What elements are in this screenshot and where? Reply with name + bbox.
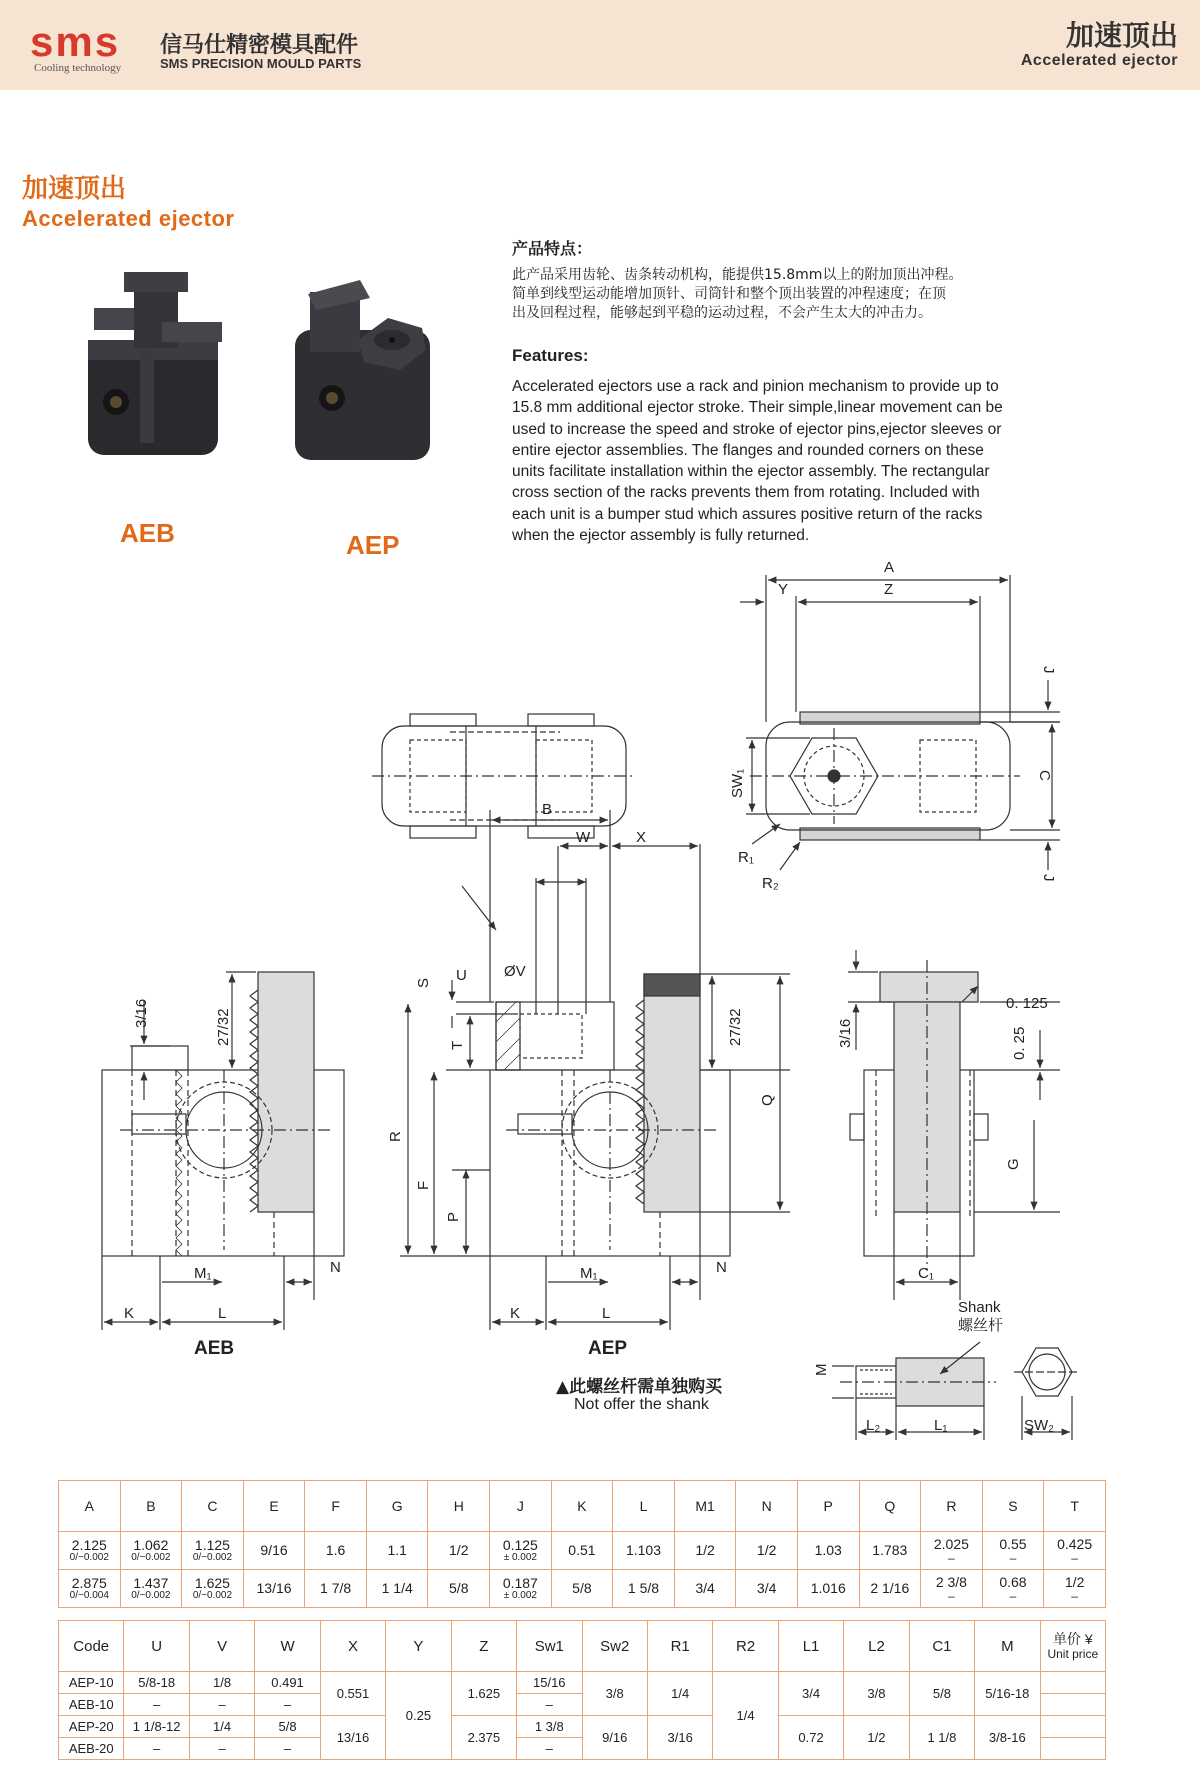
cell-value: 2 1/16 xyxy=(870,1580,910,1596)
table-header-cell: F xyxy=(305,1481,367,1532)
table-header-cell: M1 xyxy=(674,1481,736,1532)
dim-label-aep-q: Q xyxy=(759,1094,776,1106)
table-cell: – xyxy=(124,1738,189,1760)
cell-value: 1.016 xyxy=(810,1580,846,1596)
spec-table-codes xyxy=(58,1620,1106,1760)
logo-subtitle: Cooling technology xyxy=(34,62,122,74)
cell-value: 0.425 xyxy=(1057,1536,1093,1552)
table-cell: 9/16 xyxy=(582,1716,647,1760)
cell-tolerance: 0/−0.002 xyxy=(131,1552,171,1563)
dim-label-r1: R₁ xyxy=(738,849,754,866)
spec-table-dimensions xyxy=(58,1480,1106,1608)
unit-price-cell xyxy=(1040,1694,1105,1716)
table-header-cell: M xyxy=(975,1621,1040,1672)
unit-price-cell xyxy=(1040,1672,1105,1694)
table-cell: – xyxy=(517,1738,582,1760)
dim-label-aep-r: R xyxy=(387,1131,404,1142)
cell-dash: – xyxy=(1071,1551,1078,1565)
table-header-cell: L2 xyxy=(844,1621,909,1672)
table-header-row xyxy=(59,1481,1106,1532)
cell-value: 2.875 xyxy=(71,1575,107,1591)
dim-label-aep-x: X xyxy=(636,829,647,846)
brand-name-en: SMS PRECISION MOULD PARTS xyxy=(160,56,362,71)
table-header-cell: Sw1 xyxy=(517,1621,582,1672)
table-header-cell: U xyxy=(124,1621,189,1672)
table-header-cell: T xyxy=(1044,1481,1106,1532)
table-header-row xyxy=(59,1621,1106,1672)
table-cell: 1 1/8-12 xyxy=(124,1716,189,1738)
cell-value: 5/8 xyxy=(572,1580,592,1596)
table-row xyxy=(59,1716,1106,1738)
table-header-cell: G xyxy=(366,1481,428,1532)
cell-value: 1.6 xyxy=(325,1542,346,1558)
cell-value: 1 1/4 xyxy=(381,1580,413,1596)
table-cell: 1/4 xyxy=(189,1716,254,1738)
table-cell: 0.491 xyxy=(255,1672,320,1694)
page-title-en: Accelerated ejector xyxy=(22,206,235,231)
cell-tolerance: 0/−0.002 xyxy=(192,1552,233,1563)
features-text-cn xyxy=(512,266,1072,323)
dim-label-shank-l1: L₁ xyxy=(934,1417,948,1434)
table-cell: 3/8-16 xyxy=(975,1716,1040,1760)
dim-label-aeb-m1: M₁ xyxy=(194,1265,212,1282)
cell-value: 1.783 xyxy=(872,1542,908,1558)
table-row xyxy=(59,1570,1106,1608)
table-cell xyxy=(120,1532,182,1570)
table-row xyxy=(59,1532,1106,1570)
features-line-en: when the ejector assembly is fully returned. xyxy=(512,527,810,545)
table-header-cell: E xyxy=(243,1481,305,1532)
table-cell: AEP-10 xyxy=(59,1672,124,1694)
table-header-cell: V xyxy=(189,1621,254,1672)
cell-value: 1/2 xyxy=(756,1542,777,1558)
table-cell xyxy=(674,1532,736,1570)
table-cell: 3/8 xyxy=(582,1672,647,1716)
table-cell: – xyxy=(189,1694,254,1716)
cell-value: 1.062 xyxy=(133,1537,169,1553)
cell-value: 2 3/8 xyxy=(935,1574,967,1590)
table-cell: 3/8 xyxy=(844,1672,909,1716)
cell-value: 3/4 xyxy=(695,1580,715,1596)
table-cell xyxy=(305,1570,367,1608)
table-cell xyxy=(366,1570,428,1608)
table-cell: 1/2 xyxy=(844,1716,909,1760)
table-cell: 3/16 xyxy=(647,1716,712,1760)
table-cell: 0.551 xyxy=(320,1672,385,1716)
brand-logo: sms xyxy=(30,18,121,65)
table-cell xyxy=(921,1570,983,1608)
dim-label-aep-w: W xyxy=(576,829,591,846)
product-photos xyxy=(70,270,470,510)
dim-label-a: A xyxy=(884,559,895,576)
table-cell xyxy=(120,1570,182,1608)
table-header-cell: A xyxy=(59,1481,121,1532)
table-header-cell: L1 xyxy=(778,1621,843,1672)
features-text-en xyxy=(512,376,1102,546)
dim-label-r2: R₂ xyxy=(762,875,779,892)
shank-label-en: Shank xyxy=(958,1299,1001,1316)
features-line-cn: 出及回程过程，能够起到平稳的运动过程，不会产生太大的冲击力。 xyxy=(512,305,932,321)
cell-value: 2.025 xyxy=(933,1536,969,1552)
table-cell xyxy=(305,1532,367,1570)
table-cell xyxy=(674,1570,736,1608)
cell-value: 9/16 xyxy=(260,1542,288,1558)
dim-label-aeb-316: 3/16 xyxy=(133,998,150,1028)
table-cell xyxy=(490,1570,552,1608)
page-title-cn: 加速顶出 xyxy=(22,174,127,204)
table-cell xyxy=(551,1570,613,1608)
table-header-cell: K xyxy=(551,1481,613,1532)
table-header-cell: R1 xyxy=(647,1621,712,1672)
dim-label-aep-p: P xyxy=(445,1211,462,1222)
table-cell xyxy=(1044,1532,1106,1570)
cell-value: 0.55 xyxy=(999,1536,1027,1552)
table-header-cell: Y xyxy=(386,1621,451,1672)
table-cell: 1 3/8 xyxy=(517,1716,582,1738)
table-cell: 3/4 xyxy=(778,1672,843,1716)
drawing-label-aeb: AEB xyxy=(194,1338,235,1359)
table-cell: AEB-20 xyxy=(59,1738,124,1760)
dim-label-side-316: 3/16 xyxy=(837,1018,854,1048)
aeb-product-image xyxy=(88,272,222,455)
brand-name-cn: 信马仕精密模具配件 xyxy=(160,33,359,58)
unit-price-cell xyxy=(1040,1738,1105,1760)
dim-label-y: Y xyxy=(778,581,789,598)
features-heading-cn: 产品特点： xyxy=(512,239,593,258)
table-header-cell: N xyxy=(736,1481,798,1532)
table-cell xyxy=(921,1532,983,1570)
table-cell: 1/8 xyxy=(189,1672,254,1694)
dim-label-aep-2732: 27/32 xyxy=(727,1008,744,1046)
dim-label-aeb-n: N xyxy=(330,1259,341,1276)
cell-dash: – xyxy=(1009,1589,1017,1603)
dim-label-side-g: G xyxy=(1005,1158,1022,1170)
cell-value: 1 5/8 xyxy=(627,1580,660,1596)
unit-price-cell xyxy=(1040,1716,1105,1738)
table-cell xyxy=(797,1570,859,1608)
dim-label-shank-l2: L₂ xyxy=(866,1417,881,1434)
table-cell: – xyxy=(124,1694,189,1716)
cell-dash: – xyxy=(1009,1551,1017,1565)
cell-value: 0.51 xyxy=(568,1542,596,1558)
cell-value: 1.1 xyxy=(387,1542,407,1558)
table-header-cell: W xyxy=(255,1621,320,1672)
table-header-cell: X xyxy=(320,1621,385,1672)
table-cell: 15/16 xyxy=(517,1672,582,1694)
dim-label-c: C xyxy=(1036,770,1053,781)
table-cell xyxy=(982,1570,1044,1608)
table-cell xyxy=(797,1532,859,1570)
table-cell xyxy=(982,1532,1044,1570)
cell-value: 3/4 xyxy=(756,1580,777,1596)
dim-label-aep-k: K xyxy=(510,1305,521,1322)
page-header xyxy=(0,0,1200,90)
cell-tolerance: ± 0.002 xyxy=(503,1552,537,1563)
header-title-en: Accelerated ejector xyxy=(1020,52,1178,69)
table-cell xyxy=(613,1570,675,1608)
table-cell xyxy=(182,1532,244,1570)
front-view-aep xyxy=(400,810,790,1330)
table-cell xyxy=(1044,1570,1106,1608)
cell-dash: – xyxy=(948,1551,955,1565)
dim-label-j-bottom: J xyxy=(1040,874,1057,882)
table-cell xyxy=(736,1532,798,1570)
cell-value: 2.125 xyxy=(71,1537,107,1553)
dim-label-aep-s: S xyxy=(415,977,432,988)
table-cell xyxy=(59,1570,121,1608)
cell-value: 1/2 xyxy=(695,1542,715,1558)
dim-label-aep-m1: M₁ xyxy=(580,1265,598,1282)
table-cell xyxy=(243,1570,305,1608)
cell-value: 1.625 xyxy=(194,1575,230,1591)
table-cell xyxy=(428,1570,490,1608)
cell-value: 13/16 xyxy=(256,1580,292,1596)
table-cell xyxy=(243,1532,305,1570)
features-line-en: cross section of the racks prevents them from rotating. Included with xyxy=(512,484,980,502)
table-cell xyxy=(182,1570,244,1608)
table-header-unit-price xyxy=(1040,1621,1105,1672)
table-cell xyxy=(859,1570,921,1608)
cell-value: 0.68 xyxy=(999,1574,1027,1590)
table-header-cell: P xyxy=(797,1481,859,1532)
cell-value: 5/8 xyxy=(449,1580,469,1596)
table-header-cell: H xyxy=(428,1481,490,1532)
header-title-cn: 加速顶出 xyxy=(1065,19,1178,52)
dim-label-aep-f: F xyxy=(415,1180,432,1190)
cell-tolerance: 0/−0.002 xyxy=(192,1590,233,1601)
dim-label-side-025: 0. 25 xyxy=(1011,1026,1028,1060)
table-cell: 2.375 xyxy=(451,1716,516,1760)
table-cell: AEP-20 xyxy=(59,1716,124,1738)
table-header-cell: C1 xyxy=(909,1621,974,1672)
table-cell: – xyxy=(255,1694,320,1716)
cell-value: 1/2 xyxy=(449,1542,469,1558)
drawing-label-aep: AEP xyxy=(588,1338,628,1359)
table-cell: 1 1/8 xyxy=(909,1716,974,1760)
table-header-cell: Q xyxy=(859,1481,921,1532)
top-view-aep xyxy=(740,575,1060,870)
cell-dash: – xyxy=(1071,1589,1078,1603)
product-label-aep: AEP xyxy=(346,530,400,560)
cell-value: 1.125 xyxy=(194,1537,230,1553)
dim-label-aep-n: N xyxy=(716,1259,727,1276)
features-line-en: 15.8 mm additional ejector stroke. Their simple,linear movement can be xyxy=(512,399,1003,417)
table-cell xyxy=(736,1570,798,1608)
features-line-en: Accelerated ejectors use a rack and pinion mechanism to provide up to xyxy=(512,378,999,395)
table-cell: 1/4 xyxy=(713,1672,778,1760)
table-cell xyxy=(59,1532,121,1570)
table-cell: AEB-10 xyxy=(59,1694,124,1716)
cell-value: 1.03 xyxy=(814,1542,842,1558)
table-header-cell: J xyxy=(490,1481,552,1532)
table-cell xyxy=(859,1532,921,1570)
table-row xyxy=(59,1672,1106,1694)
aep-product-image xyxy=(295,280,430,460)
dim-label-shank-sw2: SW₂ xyxy=(1024,1417,1054,1434)
table-cell: 5/8 xyxy=(909,1672,974,1716)
unit-price-cn: 单价 ¥ xyxy=(1052,1631,1093,1647)
dim-label-aep-t: T xyxy=(449,1040,466,1050)
features-line-en: each unit is a bumper stud which assures positive return of the racks xyxy=(512,505,983,523)
dim-label-aep-u: U xyxy=(456,967,467,984)
shank-note-en: Not offer the shank xyxy=(574,1396,709,1413)
table-cell: – xyxy=(255,1738,320,1760)
cell-value: 1/2 xyxy=(1064,1574,1085,1590)
table-cell xyxy=(490,1532,552,1570)
table-header-cell: Z xyxy=(451,1621,516,1672)
table-cell: 13/16 xyxy=(320,1716,385,1760)
table-cell xyxy=(428,1532,490,1570)
table-header-cell: R2 xyxy=(713,1621,778,1672)
dim-label-aeb-l: L xyxy=(218,1305,227,1322)
cell-value: 0.125 xyxy=(502,1537,538,1553)
dim-label-aep-v: ØV xyxy=(504,963,526,980)
table-cell: – xyxy=(189,1738,254,1760)
cell-value: 0.187 xyxy=(502,1575,538,1591)
dim-label-aep-l: L xyxy=(602,1305,611,1322)
cell-tolerance: 0/−0.004 xyxy=(69,1590,109,1601)
dim-label-shank-m: M xyxy=(813,1363,830,1376)
table-header-cell: C xyxy=(182,1481,244,1532)
table-header-cell: Sw2 xyxy=(582,1621,647,1672)
features-line-cn: 此产品采用齿轮、齿条转动机构，能提供15.8mm以上的附加顶出冲程。 xyxy=(512,267,963,283)
table-cell xyxy=(551,1532,613,1570)
dim-label-j-top: J xyxy=(1040,666,1057,674)
shank-label-cn: 螺丝杆 xyxy=(958,1316,1004,1334)
cell-value: 1.103 xyxy=(625,1542,662,1558)
table-cell: 1/4 xyxy=(647,1672,712,1716)
table-header-cell: Code xyxy=(59,1621,124,1672)
dim-label-aeb-2732: 27/32 xyxy=(215,1008,232,1046)
table-cell xyxy=(366,1532,428,1570)
table-header-cell: S xyxy=(982,1481,1044,1532)
dim-label-z: Z xyxy=(884,581,894,598)
table-cell: 5/8 xyxy=(255,1716,320,1738)
cell-tolerance: 0/−0.002 xyxy=(131,1590,171,1601)
cell-dash: – xyxy=(948,1589,955,1603)
cell-tolerance: ± 0.002 xyxy=(503,1590,537,1601)
dim-label-side-0125: 0. 125 xyxy=(1006,995,1048,1012)
table-cell: 5/16-18 xyxy=(975,1672,1040,1716)
table-cell: – xyxy=(517,1694,582,1716)
table-cell: 0.72 xyxy=(778,1716,843,1760)
cell-tolerance: 0/−0.002 xyxy=(69,1552,109,1563)
cell-value: 1 7/8 xyxy=(320,1580,352,1596)
features-line-en: units facilitate installation within the ejector assembly. The rectangular xyxy=(512,463,990,481)
table-cell: 1.625 xyxy=(451,1672,516,1716)
product-label-aeb: AEB xyxy=(120,518,175,548)
dim-label-sw1: SW₁ xyxy=(729,768,746,798)
technical-drawing xyxy=(0,559,1200,1450)
dim-label-aeb-k: K xyxy=(124,1305,135,1322)
table-cell xyxy=(613,1532,675,1570)
table-header-cell: B xyxy=(120,1481,182,1532)
features-heading-en: Features: xyxy=(512,346,589,365)
dim-label-side-c1: C₁ xyxy=(918,1265,934,1282)
features-line-en: used to increase the speed and stroke of ejector pins,ejector sleeves or xyxy=(512,420,1002,438)
features-line-cn: 简单到线型运动能增加顶针、司筒针和整个顶出装置的冲程速度；在顶 xyxy=(512,286,946,302)
unit-price-en: Unit price xyxy=(1047,1647,1099,1661)
table-cell: 0.25 xyxy=(386,1672,451,1760)
table-header-cell: R xyxy=(921,1481,983,1532)
shank-note-cn: ▲此螺丝杆需单独购买 xyxy=(556,1377,723,1397)
cell-value: 1.437 xyxy=(133,1575,169,1591)
features-line-en: entire ejector assemblies. The flanges and rounded corners on these xyxy=(512,441,984,459)
table-cell: 5/8-18 xyxy=(124,1672,189,1694)
dim-label-aep-b: B xyxy=(542,801,553,818)
table-header-cell: L xyxy=(613,1481,675,1532)
